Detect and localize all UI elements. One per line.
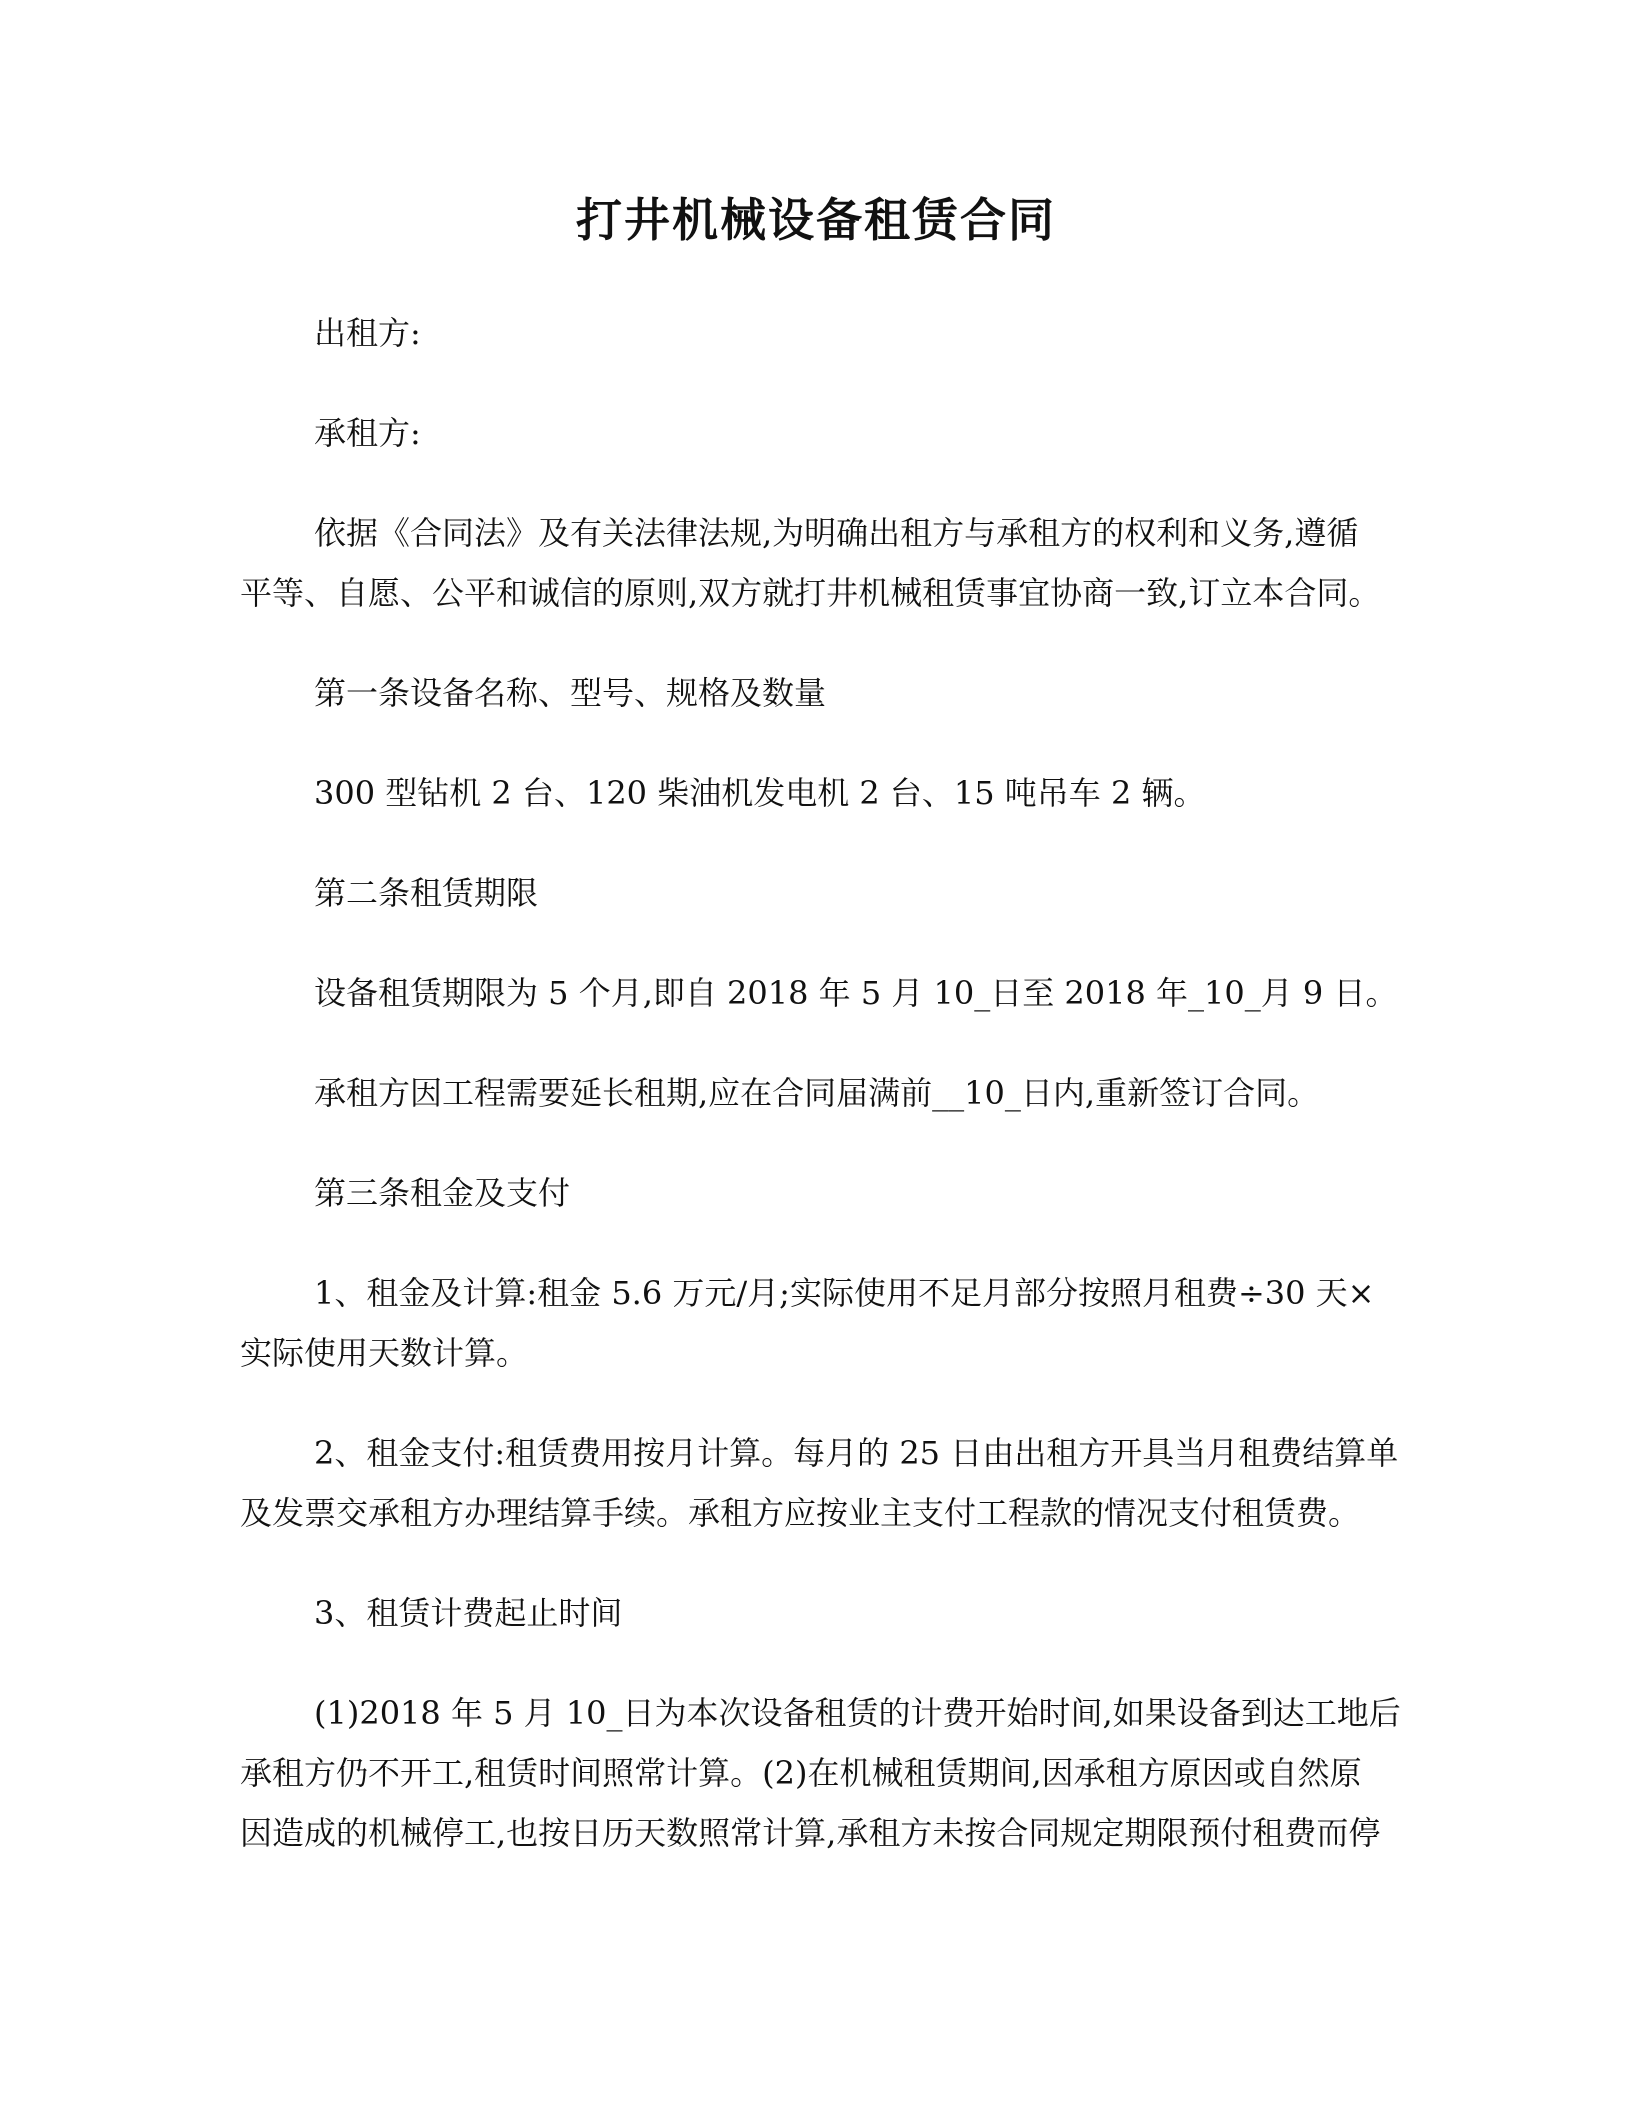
document-title: 打井机械设备租赁合同 (576, 193, 1056, 247)
billing-period-line: 承租方仍不开工,租赁时间照常计算。(2)在机械租赁期间,因承租方原因或自然原 (240, 1754, 1362, 1792)
billing-period-heading: 3、租赁计费起止时间 (314, 1594, 623, 1632)
preamble-line: 依据《合同法》及有关法律法规,为明确出租方与承租方的权利和义务,遵循 (314, 514, 1359, 552)
rent-payment-line: 2、租金支付:租赁费用按月计算。每月的 25 日由出租方开具当月租费结算单 (314, 1434, 1399, 1472)
rent-calculation-line: 1、租金及计算:租金 5.6 万元/月;实际使用不足月部分按照月租费÷30 天× (314, 1274, 1375, 1312)
rent-payment-line: 及发票交承租方办理结算手续。承租方应按业主支付工程款的情况支付租赁费。 (240, 1494, 1361, 1532)
rent-calculation-line: 实际使用天数计算。 (240, 1334, 529, 1372)
billing-period-line: 因造成的机械停工,也按日历天数照常计算,承租方未按合同规定期限预付租费而停 (240, 1814, 1381, 1852)
lessee-label: 承租方: (314, 414, 421, 452)
article-1-body: 300 型钻机 2 台、120 柴油机发电机 2 台、15 吨吊车 2 辆。 (314, 774, 1206, 812)
billing-period-line: (1)2018 年 5 月 10_日为本次设备租赁的计费开始时间,如果设备到达工地后 (314, 1694, 1401, 1732)
article-1-heading: 第一条设备名称、型号、规格及数量 (314, 674, 827, 712)
lessor-label: 出租方: (314, 314, 421, 352)
article-2-term: 设备租赁期限为 5 个月,即自 2018 年 5 月 10_日至 2018 年_10_月 9 日。 (314, 974, 1398, 1012)
article-2-extension: 承租方因工程需要延长租期,应在合同届满前__10_日内,重新签订合同。 (314, 1074, 1320, 1112)
article-3-heading: 第三条租金及支付 (314, 1174, 571, 1212)
article-2-heading: 第二条租赁期限 (314, 874, 539, 912)
preamble-line: 平等、自愿、公平和诚信的原则,双方就打井机械租赁事宜协商一致,订立本合同。 (240, 574, 1381, 612)
